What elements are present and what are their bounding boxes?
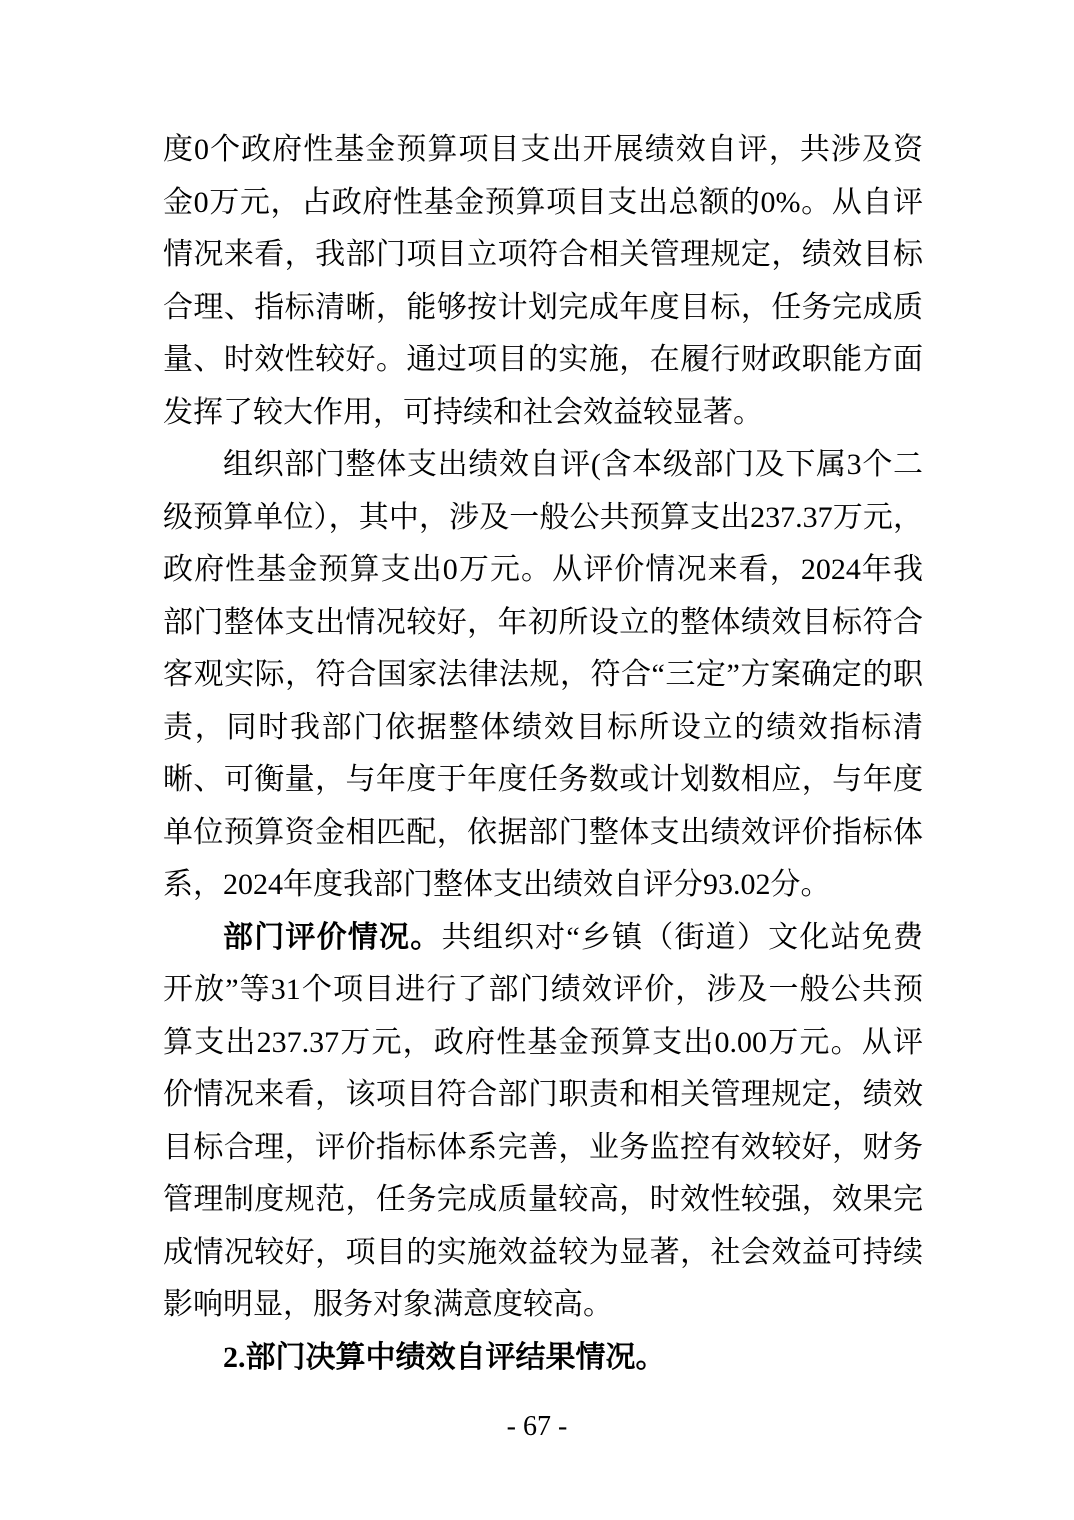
bold-text-segment: 2.部门决算中绩效自评结果情况。	[223, 1340, 666, 1374]
bold-text-segment: 部门评价情况。	[223, 920, 442, 954]
text-segment: 共组织对“乡镇（街道）文化站免费开放”等31个项目进行了部门绩效评价，涉及一般公共预算支出237.37万元，政府性基金预算支出0.00万元。从评价情况来看，该项目符合部门职责和相关管理规定，绩效目标合理，评价指标体系完善，业务监控有效较好，财务管理制度规范，任务完成质量较高，时效性较强，效果完成情况较好，项目的实施效益较为显著，社会效益可持续影响明显，服务对象满意度较高。	[163, 920, 924, 1321]
paragraph	[163, 1332, 923, 1385]
paragraph	[163, 439, 923, 912]
paragraph	[163, 124, 923, 439]
paragraph	[163, 912, 923, 1332]
text-segment: 度0个政府性基金预算项目支出开展绩效自评，共涉及资金0万元，占政府性基金预算项目支出总额的0%。从自评情况来看，我部门项目立项符合相关管理规定，绩效目标合理、指标清晰，能够按计划完成年度目标，任务完成质量、时效性较好。通过项目的实施，在履行财政职能方面发挥了较大作用，可持续和社会效益较显著。	[163, 133, 923, 429]
text-segment: 组织部门整体支出绩效自评(含本级部门及下属3个二级预算单位），其中，涉及一般公共预算支出237.37万元，政府性基金预算支出0万元。从评价情况来看，2024年我部门整体支出情况较好，年初所设立的整体绩效目标符合客观实际，符合国家法律法规，符合“三定”方案确定的职责，同时我部门依据整体绩效目标所设立的绩效指标清晰、可衡量，与年度于年度任务数或计划数相应，与年度单位预算资金相匹配，依据部门整体支出绩效评价指标体系，2024年度我部门整体支出绩效自评分93.02分。	[163, 448, 923, 901]
page-number: - 67 -	[506, 1411, 568, 1442]
document-body	[163, 124, 923, 1384]
